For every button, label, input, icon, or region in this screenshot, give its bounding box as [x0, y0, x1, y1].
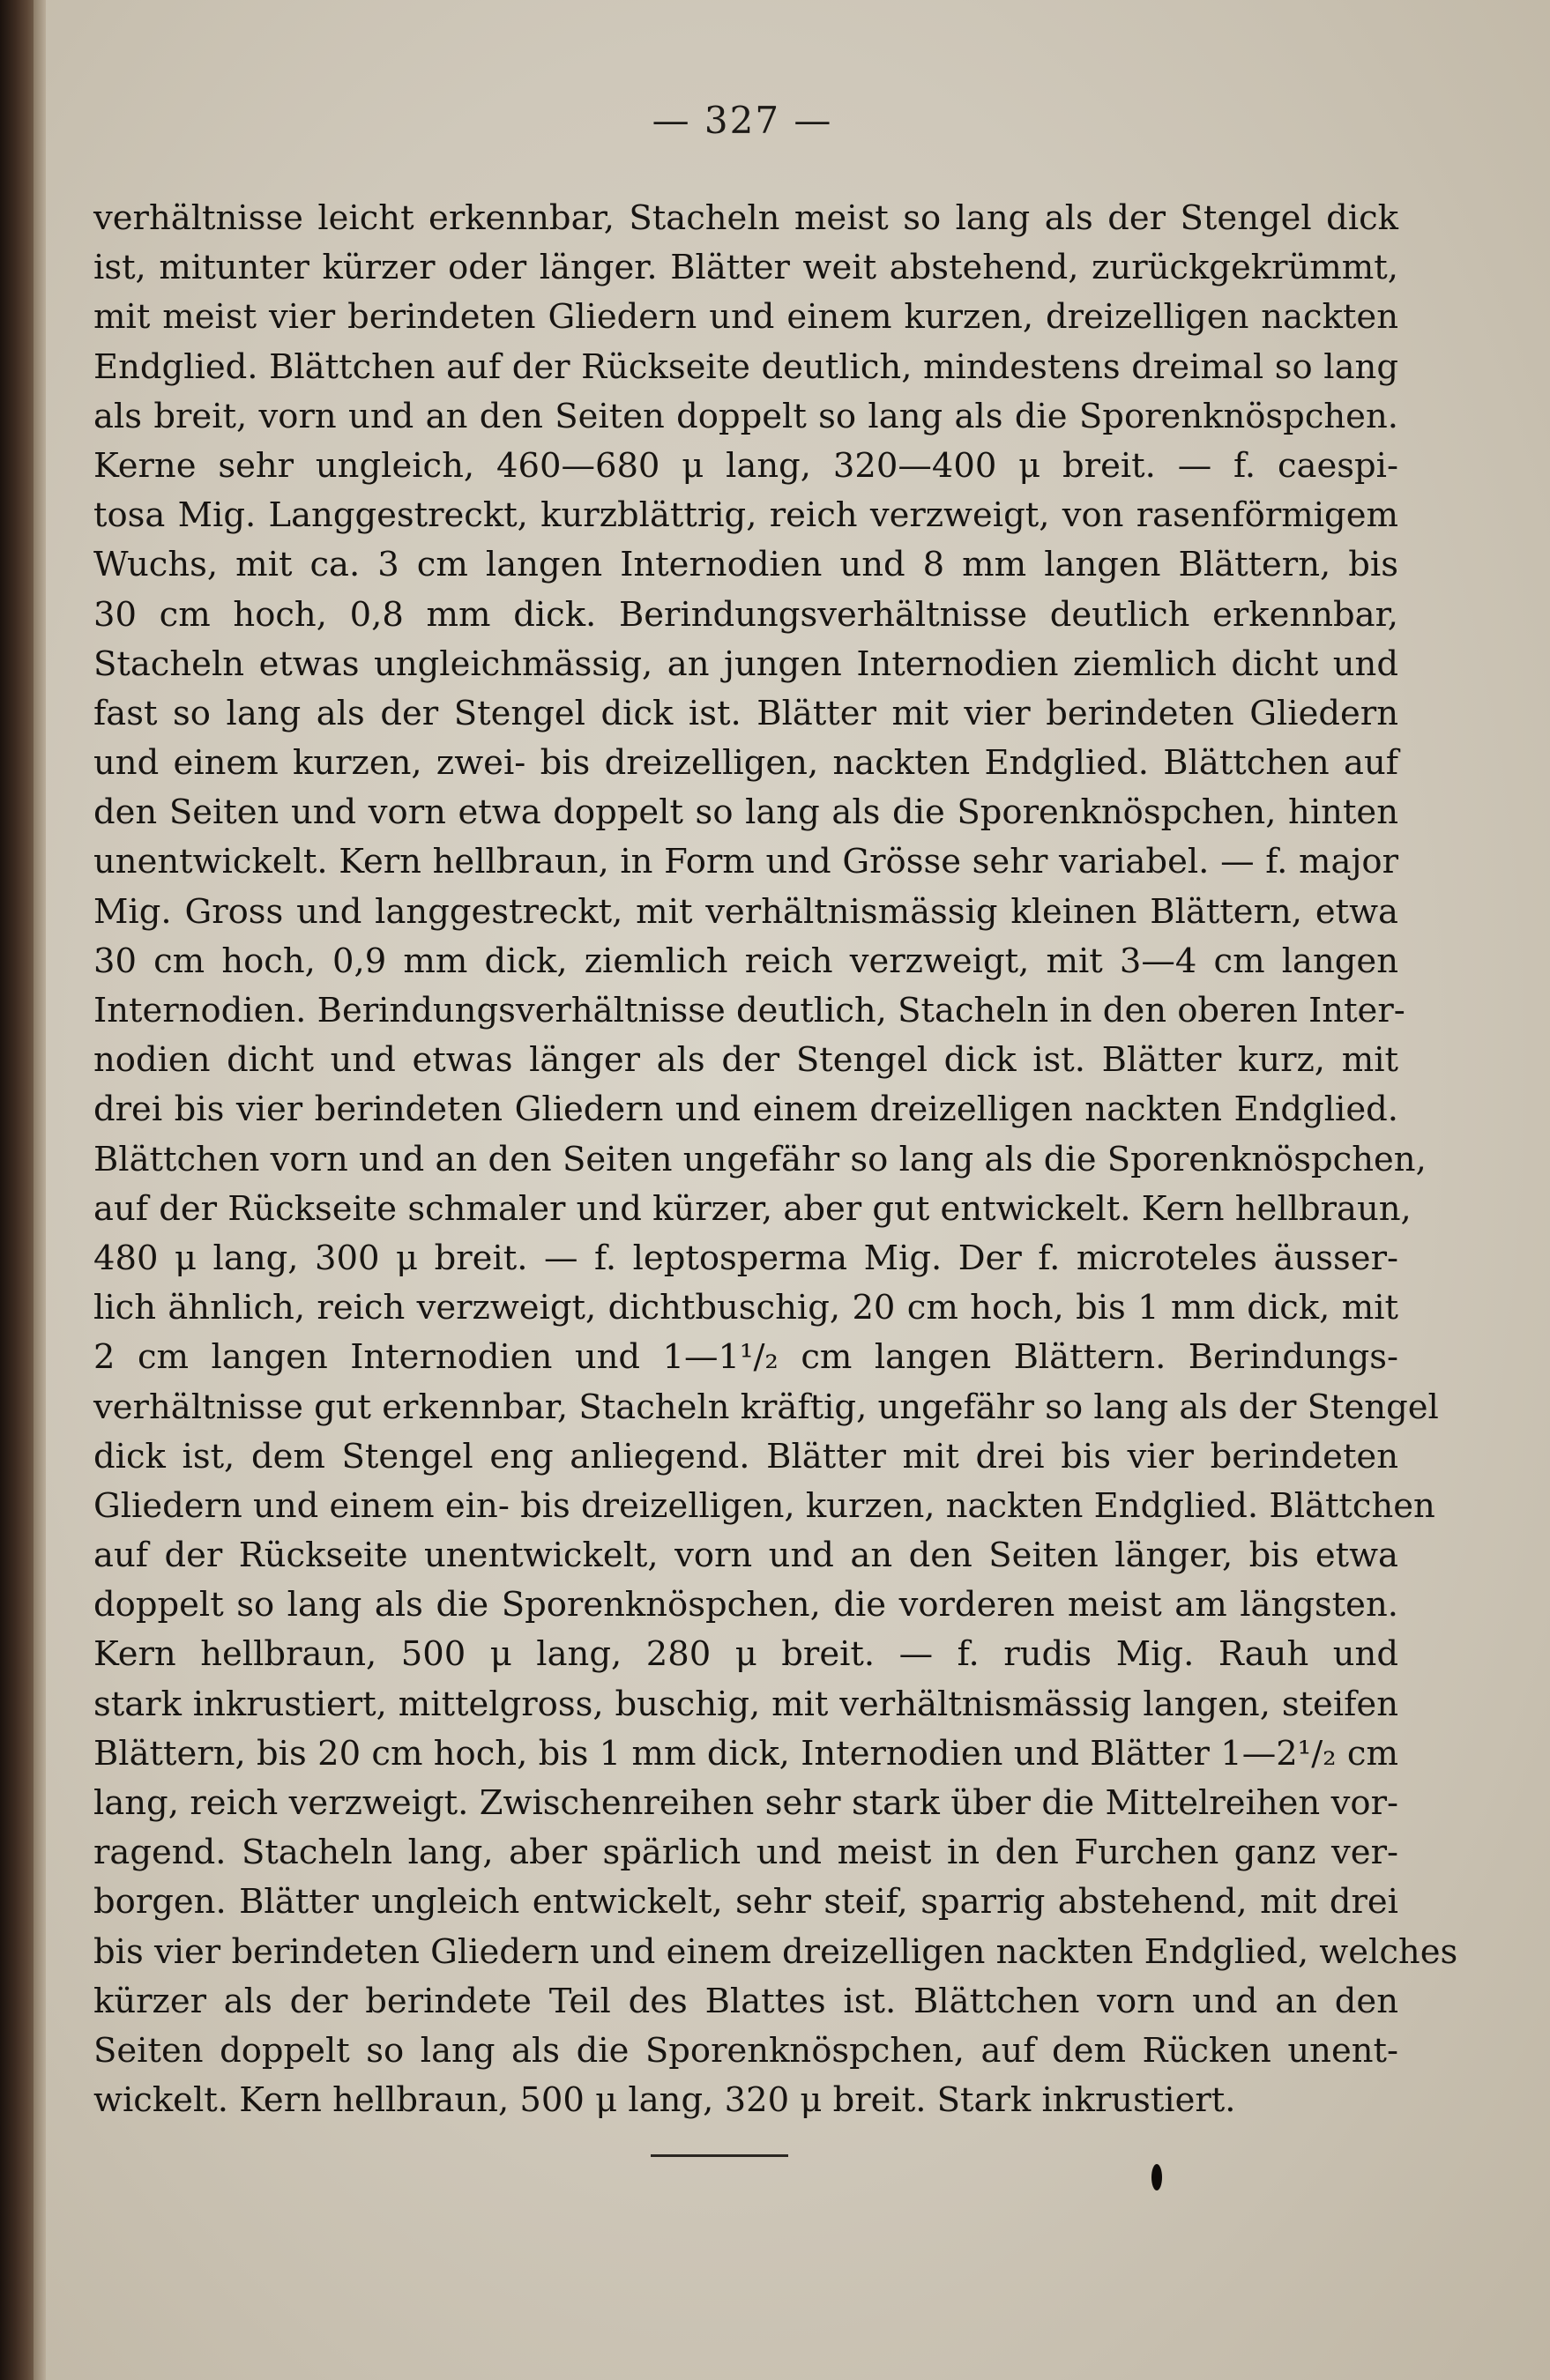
text-line: 30 cm hoch, 0,8 mm dick. Berindungsverhältnisse deutlich erkennbar,: [93, 594, 1398, 635]
text-line: den Seiten und vorn etwa doppelt so lang als die Sporenknöspchen, hinten: [93, 792, 1398, 833]
text-line: dick ist, dem Stengel eng anliegend. Blätter mit drei bis vier berindeten: [93, 1436, 1398, 1476]
text-line: kürzer als der berindete Teil des Blattes ist. Blättchen vorn und an den: [93, 1981, 1398, 2021]
section-end-rule: [651, 2154, 788, 2157]
text-line: Mig. Gross und langgestreckt, mit verhältnismässig kleinen Blättern, etwa: [93, 891, 1398, 932]
text-line: wickelt. Kern hellbraun, 500 μ lang, 320 μ breit. Stark inkrustiert.: [93, 2080, 1236, 2121]
text-line: nodien dicht und etwas länger als der Stengel dick ist. Blätter kurz, mit: [93, 1040, 1398, 1081]
text-line: Blättern, bis 20 cm hoch, bis 1 mm dick, Internodien und Blätter 1—2¹/₂ cm: [93, 1733, 1398, 1774]
text-line: verhältnisse leicht erkennbar, Stacheln meist so lang als der Stengel dick: [93, 198, 1398, 238]
text-line: Kerne sehr ungleich, 460—680 μ lang, 320—400 μ breit. — f. caespi-: [93, 445, 1398, 486]
text-line: verhältnisse gut erkennbar, Stacheln kräftig, ungefähr so lang als der Stengel: [93, 1387, 1439, 1427]
text-line: Blättchen vorn und an den Seiten ungefähr so lang als die Sporenknöspchen,: [93, 1139, 1427, 1179]
text-line: auf der Rückseite schmaler und kürzer, aber gut entwickelt. Kern hellbraun,: [93, 1188, 1412, 1229]
text-line: Stacheln etwas ungleichmässig, an jungen Internodien ziemlich dicht und: [93, 643, 1398, 684]
page-number: — 327 —: [652, 99, 833, 142]
text-line: bis vier berindeten Gliedern und einem dreizelligen nackten Endglied, welches: [93, 1931, 1458, 1972]
text-line: fast so lang als der Stengel dick ist. Blätter mit vier berindeten Gliedern: [93, 693, 1398, 733]
text-line: ist, mitunter kürzer oder länger. Blätter weit abstehend, zurückgekrümmt,: [93, 248, 1398, 288]
text-line: 30 cm hoch, 0,9 mm dick, ziemlich reich verzweigt, mit 3—4 cm langen: [93, 941, 1398, 981]
text-line: Seiten doppelt so lang als die Sporenknöspchen, auf dem Rücken unent-: [93, 2030, 1398, 2071]
text-line: stark inkrustiert, mittelgross, buschig, mit verhältnismässig langen, steifen: [93, 1684, 1398, 1724]
text-line: 2 cm langen Internodien und 1—1¹/₂ cm langen Blättern. Berindungs-: [93, 1337, 1398, 1378]
body-text: [93, 194, 1458, 2125]
text-line: mit meist vier berindeten Gliedern und einem kurzen, dreizelligen nackten: [93, 297, 1398, 338]
ink-blot: [1151, 2164, 1162, 2190]
facing-page-edge: [34, 0, 46, 2380]
text-line: und einem kurzen, zwei- bis dreizelligen, nackten Endglied. Blättchen auf: [93, 743, 1398, 784]
text-line: unentwickelt. Kern hellbraun, in Form und Grösse sehr variabel. — f. major: [93, 842, 1398, 882]
text-line: borgen. Blätter ungleich entwickelt, sehr steif, sparrig abstehend, mit drei: [93, 1882, 1398, 1923]
book-page: [46, 0, 1550, 2380]
text-line: auf der Rückseite unentwickelt, vorn und an den Seiten länger, bis etwa: [93, 1536, 1398, 1576]
text-line: lich ähnlich, reich verzweigt, dichtbuschig, 20 cm hoch, bis 1 mm dick, mit: [93, 1288, 1398, 1328]
text-line: als breit, vorn und an den Seiten doppelt so lang als die Sporenknöspchen.: [93, 396, 1398, 436]
book-spine: [0, 0, 34, 2380]
text-line: tosa Mig. Langgestreckt, kurzblättrig, reich verzweigt, von rasenförmigem: [93, 495, 1398, 536]
text-line: Internodien. Berindungsverhältnisse deutlich, Stacheln in den oberen Inter-: [93, 991, 1405, 1030]
text-line: ragend. Stacheln lang, aber spärlich und meist in den Furchen ganz ver-: [93, 1833, 1398, 1873]
text-line: Gliedern und einem ein- bis dreizelligen, kurzen, nackten Endglied. Blättchen: [93, 1485, 1435, 1526]
text-line: 480 μ lang, 300 μ breit. — f. leptosperma Mig. Der f. microteles äusser-: [93, 1238, 1398, 1278]
text-line: Kern hellbraun, 500 μ lang, 280 μ breit. — f. rudis Mig. Rauh und: [93, 1634, 1398, 1675]
text-line: Endglied. Blättchen auf der Rückseite deutlich, mindestens dreimal so lang: [93, 346, 1398, 387]
text-line: drei bis vier berindeten Gliedern und einem dreizelligen nackten Endglied.: [93, 1090, 1398, 1130]
text-line: Wuchs, mit ca. 3 cm langen Internodien und 8 mm langen Blättern, bis: [93, 545, 1398, 585]
text-line: doppelt so lang als die Sporenknöspchen, die vorderen meist am längsten.: [93, 1585, 1398, 1625]
text-line: lang, reich verzweigt. Zwischenreihen sehr stark über die Mittelreihen vor-: [93, 1783, 1398, 1823]
